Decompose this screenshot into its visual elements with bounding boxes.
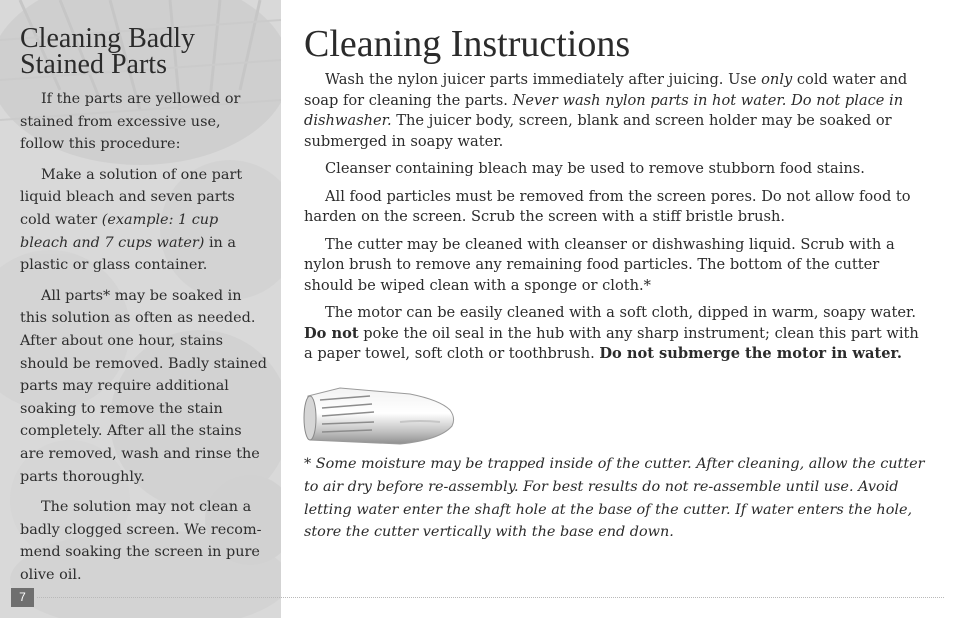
bold-run: Do not submerge the motor in water. (599, 345, 902, 362)
instruction-paragraph: The cutter may be cleaned with cleanser or dishwashing liquid. Scrub with a nylon brush to remove any remaining food particles. The bottom of the cutter should be wiped clean with a sponge or cloth.* (304, 235, 895, 294)
page-title: Cleaning Instructions (304, 23, 631, 65)
italic-run: only (761, 71, 793, 88)
sidebar-title-line2: Stained Parts (20, 49, 167, 80)
text-run: poke the oil seal in the hub with any sharp instrument; clean this part with a paper towel, soft cloth or toothbrush. (304, 324, 919, 362)
cutter-illustration (300, 382, 460, 450)
footer-dotted-rule (37, 597, 944, 598)
text-run: The motor can be easily cleaned with a soft cloth, dipped in warm, soapy water. (325, 304, 917, 321)
footnote: * Some moisture may be trapped inside of the cutter. After cleaning, allow the cutter to air dry before re-assembly. For best results do not re-assemble until use. Avoid letting water enter the shaft hole at the base of the cutter. If water enters the hole, store the cutter vertically with the base end down. (304, 456, 925, 541)
text-run: The juicer body, screen, blank and screen holder may be soaked or submerged in soapy water. (304, 112, 892, 150)
sidebar-paragraph: The solution may not clean a badly clogged screen. We recom-mend soaking the screen in pure olive oil. (20, 499, 262, 583)
italic-run: (example: 1 cup bleach and 7 cups water) (20, 211, 219, 251)
instruction-paragraph (304, 70, 928, 152)
text-run: cold water and soap for cleaning the parts. (304, 71, 908, 109)
italic-run: Never wash nylon parts in hot water. Do not place in dishwasher. (304, 91, 904, 129)
sidebar-paragraph: If the parts are yellowed or stained from excessive use, follow this procedure: (20, 91, 241, 153)
instruction-paragraph: All food particles must be removed from the screen pores. Do not allow food to harden on the screen. Scrub the screen with a stiff bristle brush. (304, 187, 911, 225)
text-run: in a plastic or glass container. (20, 234, 236, 274)
text-run: Make a solution of one part liquid bleach and seven parts cold water (20, 166, 243, 228)
sidebar-paragraph: All parts* may be soaked in this solution as often as needed. After about one hour, stains should be removed. Badly stained parts may require additional soaking to remove the stain completely. After all the stains are removed, wash and rinse the parts thoroughly. (20, 287, 268, 485)
sidebar-title-line1: Cleaning Badly (20, 23, 195, 54)
text-run: Wash the nylon juicer parts immediately after juicing. Use (325, 71, 762, 88)
instruction-paragraph: Cleanser containing bleach may be used to remove stubborn food stains. (325, 160, 865, 177)
sidebar-panel (0, 0, 281, 618)
main-content (304, 22, 928, 372)
sidebar-title (20, 23, 268, 80)
sidebar-paragraph (20, 164, 268, 277)
instruction-paragraph (304, 303, 928, 365)
bold-run: Do not (304, 324, 359, 342)
page-number: 7 (11, 588, 34, 607)
sidebar-content (20, 23, 268, 594)
